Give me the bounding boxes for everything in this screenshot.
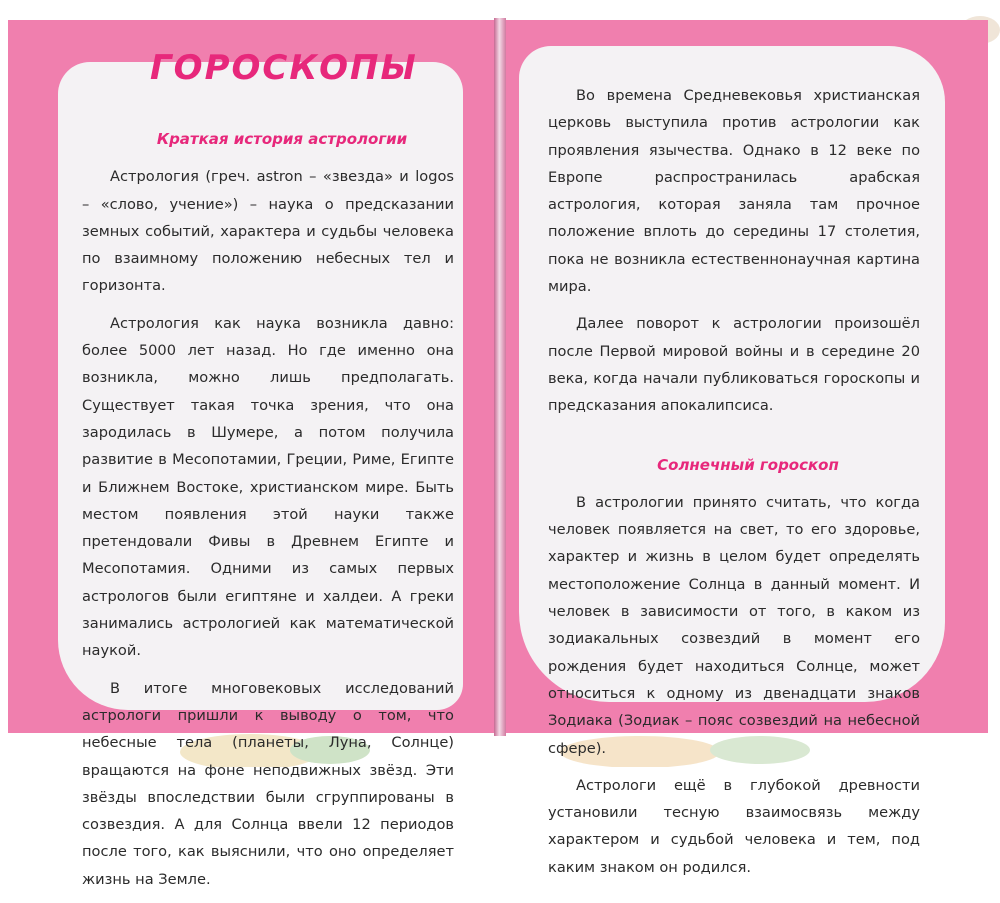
book-spine [494, 18, 506, 736]
page-title: ГОРОСКОПЫ [150, 48, 418, 88]
paragraph: Астрологи ещё в глубокой древности установили тесную взаимосвязь между характером и судьбой человека и тем, под каким знаком он родился. [548, 776, 920, 876]
paragraph: Во времена Средневековья христианская церковь выступила против астрологии как проявления язычества. Однако в 12 веке по Европе распространилась арабская астрология, которая заняла там прочное положение вплоть до середины 17 столетия, пока не возникла естественнонаучная картина мира. [548, 87, 920, 296]
section-heading-history: Краткая история астрологии [156, 130, 408, 148]
paragraph: Астрология (греч. astron – «звезда» и logos – «слово, учение») – наука о предсказании земных событий, характера и судьбы человека по взаимному положению небесных тел и горизонта. [82, 168, 454, 295]
section-heading-solar: Солнечный гороскоп [657, 455, 839, 474]
paragraph: Далее поворот к астрологии произошёл после Первой мировой войны и в середине 20 века, когда начали публиковаться гороскопы и предсказания апокалипсиса. [548, 315, 920, 415]
paragraph: В астрологии принято считать, что когда человек появляется на свет, то его здоровье, характер и жизнь в целом будет определять местоположение Солнца в данный момент. И человек в зависимости от того, в каком из зодиакальных созвездий в момент его рождения будет находиться Солнце, может относиться к одному из двенадцати знаков Зодиака (Зодиак – пояс созвездий на небесной сфере). [548, 493, 920, 757]
paragraph: Астрология как наука возникла давно: более 5000 лет назад. Но где именно она возникла, можно лишь предполагать. Существует такая точка зрения, что она зародилась в Шумере, а потом получила развитие в Месопотамии, Греции, Риме, Египте и Ближнем Востоке, христианском мире. Быть местом появления этой науки также претендовали Фивы в Древнем Египте и Месопотамия. Одними из самых первых астрологов были египтяне и халдеи. А греки занимались астрологией как математической наукой. [82, 314, 454, 660]
left-page-text [82, 126, 454, 903]
paragraph: В итоге многовековых исследований астрологи пришли к выводу о том, что небесные тела (планеты, Луна, Солнце) вращаются на фоне неподвижных звёзд. Эти звёзды впоследствии были сгруппированы в созвездия. А для Солнца ввели 12 периодов после того, как выяснили, что оно определяет жизнь на Земле. [82, 679, 454, 888]
right-page-text [548, 82, 920, 891]
